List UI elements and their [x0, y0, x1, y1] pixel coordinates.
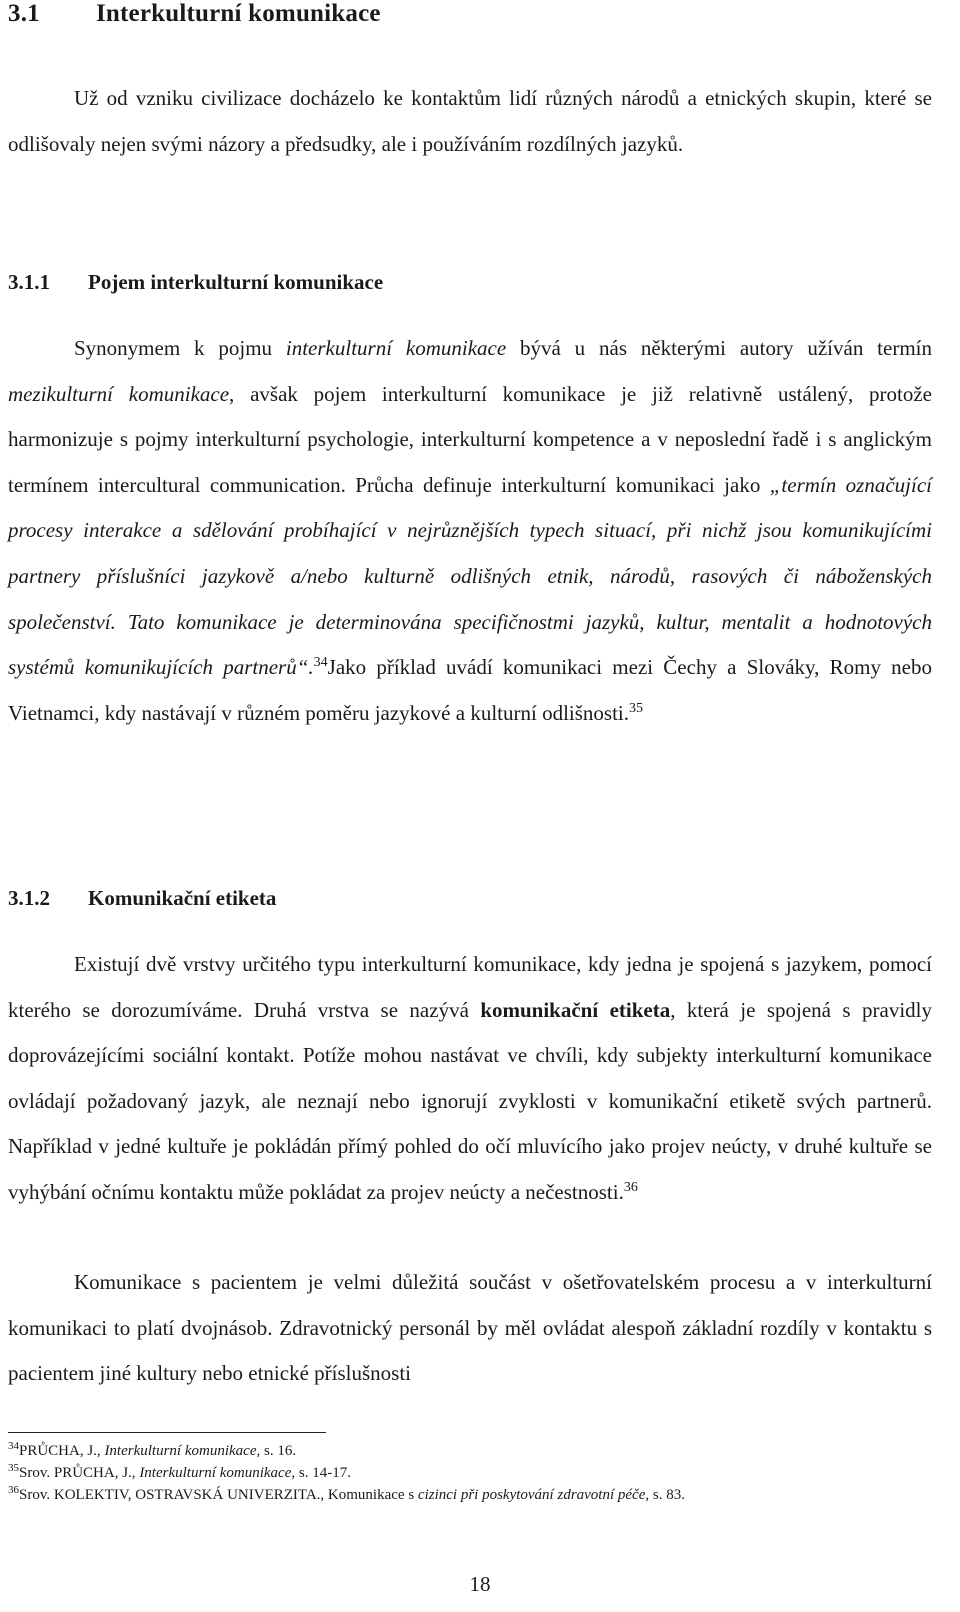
subsection-number-1: 3.1.1 [8, 270, 50, 294]
footnote-text: s. 16. [260, 1443, 297, 1459]
subsection-heading-2 [8, 886, 276, 911]
footnote-title: Interkulturní komunikace, [104, 1443, 261, 1459]
definition-paragraph [8, 326, 932, 736]
page-number: 18 [469, 1572, 491, 1596]
footnote-number: 35 [8, 1462, 19, 1474]
footnote-text: s. 83. [649, 1487, 685, 1503]
footnote-number: 34 [8, 1440, 19, 1452]
footnote-text: PRŮCHA, J., [19, 1443, 105, 1459]
footnote-35 [8, 1462, 938, 1484]
term-bold: komunikační etiketa [480, 997, 671, 1022]
footnote-ref-35[interactable]: 35 [629, 700, 644, 716]
section-number: 3.1 [8, 0, 40, 27]
text-run: bývá u nás některými autory užíván termín [506, 336, 932, 360]
subsection-title-1: Pojem interkulturní komunikace [88, 270, 384, 294]
etiquette-paragraph [8, 942, 932, 1216]
text-run: , avšak pojem interkulturní komunikace je již relativně ustálený, protože harmonizuje s pojmy interkulturní psychologie, interkulturní kompetence a v neposlední řadě i s anglickým termínem intercultural communication. Průcha definuje interkulturní komunikaci jako [8, 381, 932, 497]
footnote-title: Interkulturní komunikace, [139, 1465, 296, 1481]
subsection-heading-1 [8, 270, 383, 295]
footnote-text: s. 14-17. [295, 1465, 351, 1481]
quote-italic: „termín označující procesy interakce a sdělování probíhající v nejrůznějších typech situací, při nichž jsou komunikujícími partnery příslušníci jazykově a/nebo kulturně odlišných etnik, národů, rasových či náboženských společenství. Tato komunikace je determinována specifičnostmi jazyků, kultur, mentalit a hodnotových systémů komunikujících partnerů“. [8, 472, 932, 680]
section-title: Interkulturní komunikace [96, 0, 381, 27]
footnote-ref-34[interactable]: 34 [313, 655, 328, 671]
term-italic: interkulturní komunikace [285, 336, 507, 360]
text-run: Existují dvě vrstvy určitého typu interkulturní komunikace, kdy jedna je spojená s jazykem, pomocí kterého se dorozumíváme. Druhá vrstva se nazývá [8, 952, 932, 1022]
term-italic: mezikulturní komunikace [8, 381, 230, 406]
footnotes [8, 1440, 938, 1506]
subsection-number-2: 3.1.2 [8, 886, 50, 910]
footnote-title: cizinci při poskytování zdravotní péče, [417, 1487, 650, 1503]
footnote-text: Srov. KOLEKTIV, OSTRAVSKÁ UNIVERZITA., Komunikace s [19, 1487, 418, 1503]
footnote-text: Srov. PRŮCHA, J., [19, 1465, 140, 1481]
patient-paragraph [8, 1260, 932, 1397]
intro-text: Už od vzniku civilizace docházelo ke kontaktům lidí různých národů a etnických skupin, které se odlišovaly nejen svými názory a předsudky, ale i používáním rozdílných jazyků. [8, 86, 932, 156]
text-run: Jako příklad uvádí komunikaci mezi Čechy a Slováky, Romy nebo Vietnamci, kdy nastávají v různém poměru jazykové a kulturní odlišnosti. [8, 655, 932, 725]
subsection-title-2: Komunikační etiketa [88, 886, 277, 910]
footnote-36 [8, 1484, 938, 1506]
intro-paragraph [8, 76, 932, 167]
footnote-number: 36 [8, 1484, 19, 1496]
text-run: , která je spojená s pravidly doprovázejícími sociální kontakt. Potíže mohou nastávat ve chvíli, kdy subjekty interkulturní komunikace ovládají požadovaný jazyk, ale neznají nebo ignorují zvyklosti v komunikační etiketě svých partnerů. Například v jedné kultuře je pokládán přímý pohled do očí mluvícího jako projev neúcty, v druhé kultuře se vyhýbání očnímu kontaktu může pokládat za projev neúcty a nečestnosti. [8, 997, 932, 1204]
text-run: Synonymem k pojmu [74, 336, 286, 360]
footnote-ref-36[interactable]: 36 [623, 1179, 638, 1195]
section-heading [8, 0, 381, 28]
text-run: Komunikace s pacientem je velmi důležitá součást v ošetřovatelském procesu a v interkulturní komunikaci to platí dvojnásob. Zdravotnický personál by měl ovládat alespoň základní rozdíly v kontaktu s pacientem jiné kultury nebo etnické příslušnosti [8, 1270, 932, 1386]
footnote-34 [8, 1440, 938, 1462]
footnote-separator [8, 1432, 326, 1433]
